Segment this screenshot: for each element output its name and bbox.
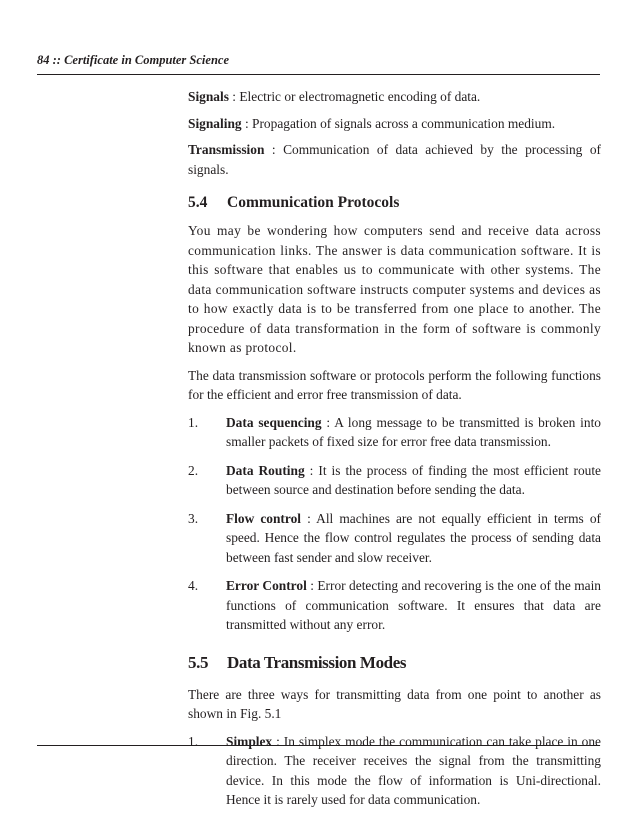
- list-description: A long message to be transmitted is broken into smaller packets of fixed size for error free data transmission.: [226, 414, 601, 449]
- definition-text: Communication of data achieved by the processing of signals.: [188, 142, 602, 177]
- list-number: 3.: [188, 510, 199, 526]
- list-item: [188, 461, 601, 500]
- list-item: [188, 509, 601, 568]
- definition-term: Transmission: [188, 142, 265, 157]
- list-separator: :: [301, 510, 317, 526]
- running-header: 84 :: Certificate in Computer Science: [37, 53, 229, 67]
- list-number: 4.: [188, 578, 199, 593]
- section-heading-5-4: [188, 193, 601, 213]
- list-term: Error Control: [226, 578, 307, 593]
- protocols-functions-paragraph: The data transmission software or protocols perform the following functions for the efficient and error free transmission of data.: [188, 367, 601, 402]
- list-number: 1.: [188, 733, 199, 749]
- list-text: [226, 461, 601, 500]
- definition-term: Signaling: [188, 115, 242, 131]
- list-number: 1.: [188, 414, 199, 430]
- list-text: [226, 413, 601, 452]
- definition-separator: :: [241, 115, 253, 131]
- list-item: [188, 732, 601, 810]
- transmission-modes-paragraph: There are three ways for transmitting data from one point to another as shown in Fig. 5.1: [188, 686, 601, 721]
- list-term: Flow control: [226, 510, 302, 526]
- definition-text: Propagation of signals across a communication medium.: [252, 115, 556, 131]
- definition-signals: [188, 87, 601, 107]
- list-separator: :: [304, 462, 319, 478]
- list-term: Data Routing: [226, 462, 305, 478]
- list-description: All machines are not equally efficient in terms of speed. Hence the flow control regulates the process of sending data between fast sender and slow receiver.: [226, 510, 601, 565]
- protocols-intro-paragraph: You may be wondering how computers send and receive data across communication links. The answer is data communication software. It is this software that enables us to communicate with other systems. The data communication software instructs computer systems and devices as to how exactly data is to be transferred from one place to another. The procedure of data transformation in the form of software is commonly known as protocol.: [188, 223, 601, 355]
- section-heading-5-5: [188, 652, 601, 674]
- definition-text: Electric or electromagnetic encoding of data.: [239, 89, 481, 104]
- list-text: [226, 509, 601, 568]
- list-number: 2.: [188, 462, 199, 478]
- list-text: [226, 732, 601, 810]
- protocol-functions-list: [188, 413, 601, 635]
- page-body: [188, 87, 601, 819]
- list-item: [188, 413, 601, 452]
- list-separator: :: [272, 733, 284, 749]
- section-title: Communication Protocols: [227, 194, 400, 211]
- section-number: 5.5: [188, 652, 209, 672]
- list-description: In simplex mode the communication can take place in one direction. The receiver receives the signal from the transmitting device. In this mode the flow of information is Uni-directional. Hence it is rarely used for data communication.: [226, 733, 601, 807]
- definition-term: Signals: [188, 89, 229, 104]
- footer-rule: [37, 745, 600, 746]
- list-separator: :: [306, 578, 318, 593]
- list-description: It is the process of finding the most efficient route between source and destination before sending the data.: [226, 462, 601, 497]
- section-number: 5.4: [188, 194, 208, 211]
- header-rule: [37, 74, 600, 75]
- transmission-modes-list: [188, 732, 601, 810]
- list-text: [226, 576, 601, 635]
- definition-separator: :: [264, 142, 284, 157]
- list-description: Error detecting and recovering is the one of the main functions of communication software. It ensures that data are transmitted without any error.: [226, 578, 601, 632]
- definition-transmission: [188, 140, 601, 179]
- section-title: Data Transmission Modes: [227, 652, 407, 672]
- list-term: Simplex: [226, 733, 273, 749]
- list-separator: :: [321, 414, 335, 430]
- definition-signaling: [188, 114, 601, 134]
- list-term: Data sequencing: [226, 414, 322, 430]
- definition-separator: :: [228, 89, 240, 104]
- list-item: [188, 576, 601, 635]
